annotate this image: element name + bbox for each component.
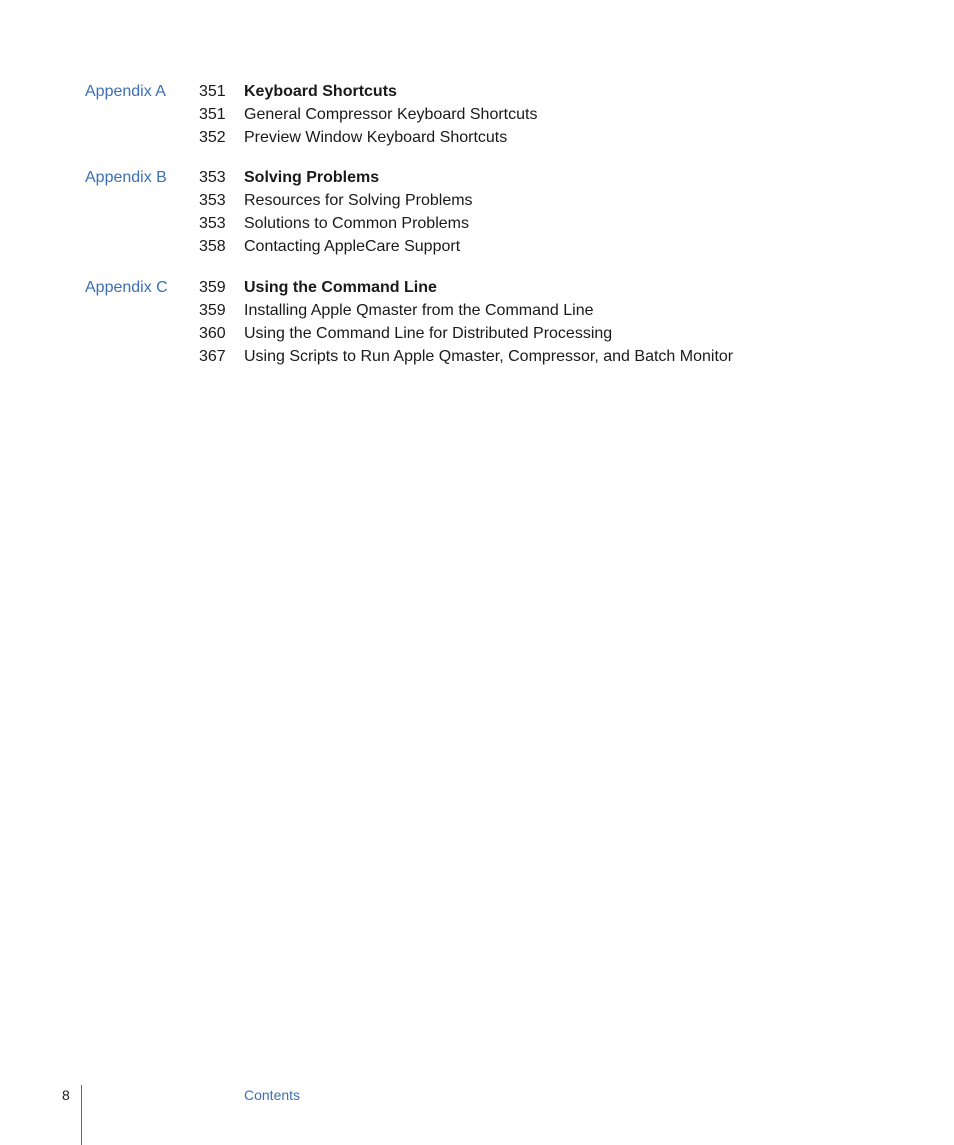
entry-title: Solutions to Common Problems <box>244 215 469 232</box>
appendix-label: Appendix C <box>85 279 168 296</box>
toc-entry[interactable] <box>0 299 954 322</box>
page-number: 360 <box>199 325 226 342</box>
page-number: 358 <box>199 238 226 255</box>
toc-entry[interactable] <box>0 126 954 149</box>
page-number: 353 <box>199 169 226 186</box>
toc-heading-row[interactable] <box>0 80 954 103</box>
section-title: Keyboard Shortcuts <box>244 83 397 100</box>
footer-section-label: Contents <box>244 1087 301 1103</box>
page-number: 352 <box>199 129 226 146</box>
toc-entry[interactable] <box>0 322 954 345</box>
appendix-label: Appendix B <box>85 169 167 186</box>
appendix-label: Appendix A <box>85 83 166 100</box>
toc-entry[interactable] <box>0 189 954 212</box>
entry-title: Preview Window Keyboard Shortcuts <box>244 129 508 146</box>
section-title: Solving Problems <box>244 169 380 186</box>
page-number: 367 <box>199 348 226 365</box>
section-title: Using the Command Line <box>244 279 437 296</box>
page-number: 351 <box>199 83 226 100</box>
entry-title: Installing Apple Qmaster from the Command Line <box>244 302 594 319</box>
footer-divider <box>81 1085 82 1145</box>
page-number: 353 <box>199 215 226 232</box>
entry-title: Using Scripts to Run Apple Qmaster, Compressor, and Batch Monitor <box>244 348 734 365</box>
toc-heading-row[interactable] <box>0 166 954 189</box>
entry-title: General Compressor Keyboard Shortcuts <box>244 106 538 123</box>
page-number: 359 <box>199 279 226 296</box>
page-number: 359 <box>199 302 226 319</box>
page-number: 353 <box>199 192 226 209</box>
toc-entry[interactable] <box>0 103 954 126</box>
footer-page-number: 8 <box>62 1087 70 1103</box>
toc-entry[interactable] <box>0 235 954 258</box>
toc-entry[interactable] <box>0 212 954 235</box>
toc-heading-row[interactable] <box>0 276 954 299</box>
page-number: 351 <box>199 106 226 123</box>
entry-title: Using the Command Line for Distributed Processing <box>244 325 613 342</box>
toc-entry[interactable] <box>0 345 954 368</box>
entry-title: Contacting AppleCare Support <box>244 238 461 255</box>
entry-title: Resources for Solving Problems <box>244 192 473 209</box>
